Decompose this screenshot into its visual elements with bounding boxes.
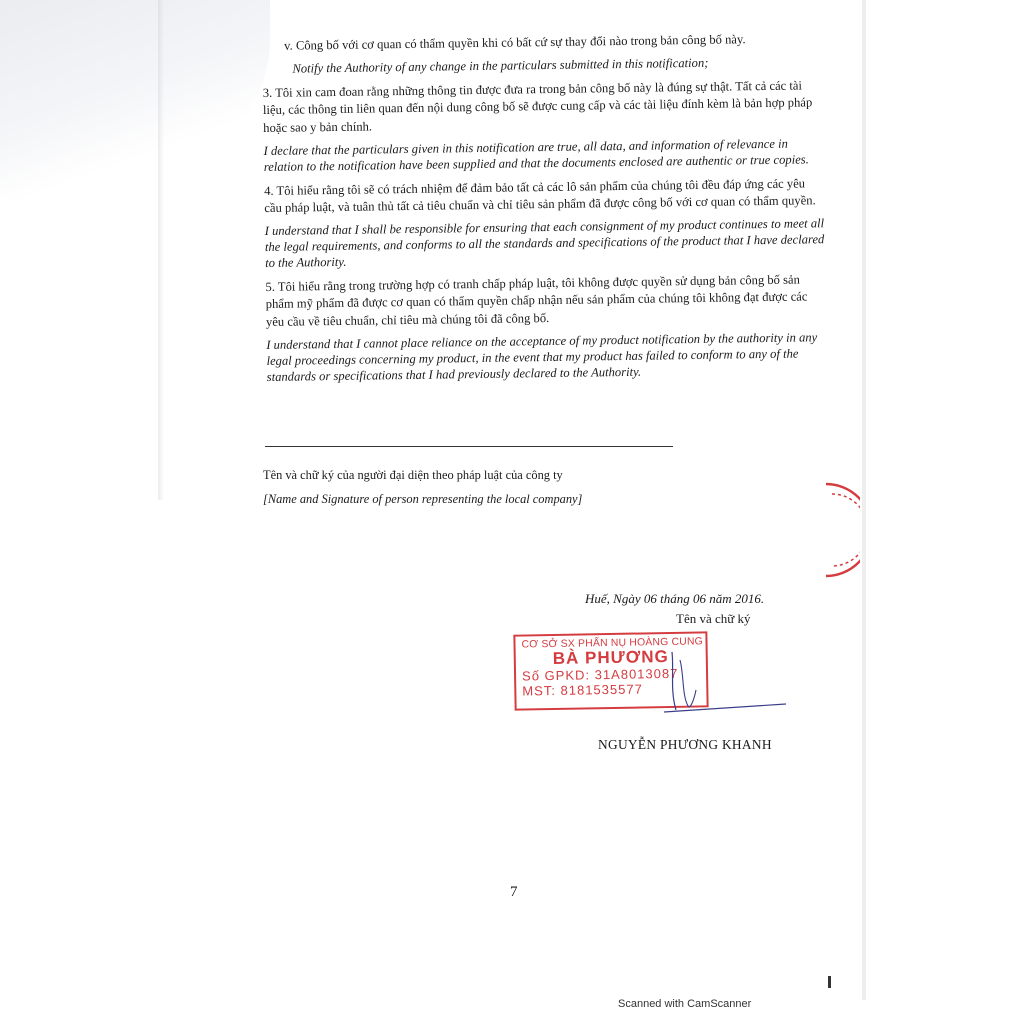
camscanner-footer: Scanned with CamScanner <box>618 998 752 1010</box>
page-right-edge <box>862 0 866 1000</box>
section-v-vietnamese: v. Công bố với cơ quan có thẩm quyền khi có bất cứ sự thay đổi nào trong bản công bố này. <box>284 32 746 53</box>
item-4-english: I understand that I shall be responsible for ensuring that each consignment of my product continues to meet all the legal requirements, and conforms to all the standards and specifications of the product that I have declared to the Authority. <box>264 216 825 271</box>
signer-name: NGUYỄN PHƯƠNG KHANH <box>598 737 772 752</box>
stamp-company-line: CƠ SỞ SX PHẤN NỤ HOÀNG CUNG <box>521 636 704 651</box>
section-v-english: Notify the Authority of any change in the particulars submitted in this notification; <box>292 55 709 76</box>
item-5-english: I understand that I cannot place reliance on the acceptance of my product notification by the authority in any legal proceedings concerning my product, in the event that my product has failed to conform to any of the standards or specifications that I had previously declared to the Authority. <box>266 330 818 384</box>
stamp-tax-line: MST: 8181535577 <box>522 681 643 699</box>
signature-caption-vietnamese: Tên và chữ ký của người đại diện theo pháp luật của công ty <box>263 468 563 482</box>
page-curl-shadow <box>0 0 270 200</box>
item-5-vietnamese: 5. Tôi hiểu rằng trong trường hợp có tranh chấp pháp luật, tôi không được quyền sử dụng bản công bố sản phẩm mỹ phẩm đã được cơ quan có thẩm quyền chấp nhận nếu sản phẩm của chúng tôi không đạt được các yêu cầu về tiêu chuẩn, chỉ tiêu mà chúng tôi đã công bố. <box>265 272 808 329</box>
partial-red-seal <box>808 480 860 580</box>
handwritten-signature <box>660 640 800 730</box>
signature-divider-line <box>265 446 673 447</box>
signature-caption-english: [Name and Signature of person representing the local company] <box>263 492 583 506</box>
stamp-license-line: Số GPKD: 31A8013087 <box>521 665 679 684</box>
stamp-name-line: BÀ PHƯƠNG <box>552 646 669 669</box>
document-body <box>262 30 827 393</box>
item-4-vietnamese: 4. Tôi hiểu rằng tôi sẽ có trách nhiệm để đảm bảo tất cả các lô sản phẩm của chúng tôi đều đáp ứng các yêu cầu pháp luật, và tuân thủ tất cả tiêu chuẩn và chỉ tiêu sản phẩm đã được công bố với cơ quan có thẩm quyền. <box>264 176 816 215</box>
scan-mark <box>828 976 831 988</box>
signature-label: Tên và chữ ký <box>676 611 751 626</box>
signature-caption <box>263 463 582 511</box>
date-line: Huế, Ngày 06 tháng 06 năm 2016. <box>585 591 765 606</box>
item-3-vietnamese: 3. Tôi xin cam đoan rằng những thông tin được đưa ra trong bản công bố này là đúng sự thật. Tất cả các tài liệu, các thông tin liên quan đến nội dung công bố sẽ được cung cấp và các tài liệu đính kèm là bản hợp pháp hoặc sao y bản chính. <box>262 78 813 135</box>
item-3-english: I declare that the particulars given in this notification are true, all data, and information of relevance in relation to the notification have been supplied and that the documents enclosed are authentic or true copies. <box>263 136 809 174</box>
page-edge-shadow <box>158 0 164 500</box>
page-number: 7 <box>510 884 518 900</box>
